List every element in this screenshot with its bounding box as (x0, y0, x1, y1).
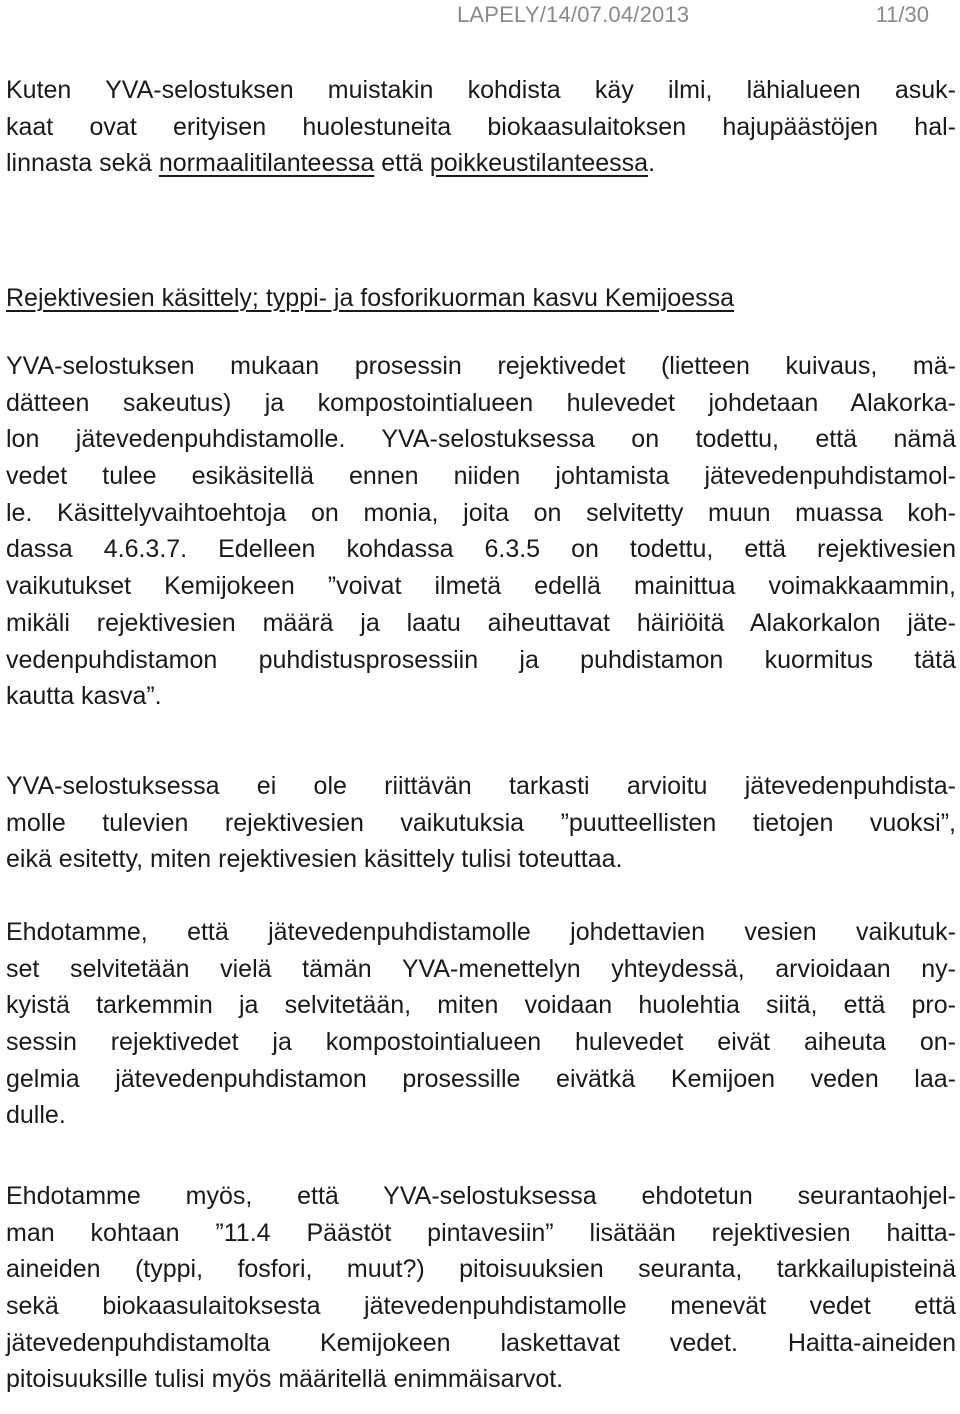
text-line: pitoisuuksille tulisi myös määritellä enimmäisarvot. (6, 1365, 564, 1394)
text-line (6, 145, 956, 182)
underlined-term-normal: normaalitilanteessa (158, 149, 375, 178)
text-line: gelmia jätevedenpuhdistamon prosessille eivätkä Kemijoen veden laa- (6, 1064, 956, 1093)
text-line: sekä biokaasulaitoksesta jätevedenpuhdistamolle menevät vedet että (6, 1292, 956, 1321)
text-line: man kohtaan ”11.4 Päästöt pintavesiin” lisätään rejektivesien haitta- (6, 1218, 956, 1247)
text-segment: linnasta sekä (6, 149, 159, 178)
text-line: kautta kasva”. (6, 682, 162, 711)
text-line: YVA-selostuksen mukaan prosessin rejektivedet (lietteen kuivaus, mä- (6, 352, 956, 380)
text-line: dassa 4.6.3.7. Edelleen kohdassa 6.3.5 on todettu, että rejektivesien (6, 535, 956, 564)
text-line: aineiden (typpi, fosfori, muut?) pitoisuuksien seuranta, tarkkailupisteinä (6, 1255, 956, 1284)
paragraph-rejectwater (6, 348, 956, 715)
section-heading: Rejektivesien käsittely; typpi- ja fosforikuorman kasvu Kemijoessa (6, 284, 735, 312)
paragraph-proposal (6, 914, 956, 1134)
text-line: kaat ovat erityisen huolestuneita biokaasulaitoksen hajupäästöjen hal- (6, 112, 956, 141)
text-line: vedenpuhdistamon puhdistusprosessiin ja puhdistamon kuormitus tätä (6, 645, 956, 674)
text-line: sessin rejektivedet ja kompostointialueen hulevedet eivät aiheuta on- (6, 1028, 956, 1057)
paragraph-monitoring (6, 1178, 956, 1398)
text-line: dätteen sakeutus) ja kompostointialueen hulevedet johdetaan Alakorka- (6, 388, 956, 417)
text-line: kyistä tarkemmin ja selvitetään, miten voidaan huolehtia siitä, että pro- (6, 991, 956, 1020)
text-line: vedet tulee esikäsitellä ennen niiden johtamista jätevedenpuhdistamol- (6, 462, 956, 491)
paragraph-intro (6, 72, 956, 182)
text-segment: . (648, 149, 656, 178)
text-line: lon jätevedenpuhdistamolle. YVA-selostuksessa on todettu, että nämä (6, 425, 956, 454)
text-line: vaikutukset Kemijokeen ”voivat ilmetä edellä mainittua voimakkaammin, (6, 572, 956, 601)
text-line: le. Käsittelyvaihtoehtoja on monia, joita on selvitetty muun muassa koh- (6, 498, 956, 527)
text-line: set selvitetään vielä tämän YVA-menettelyn yhteydessä, arvioidaan ny- (6, 954, 956, 983)
page-number: 11/30 (875, 2, 929, 27)
paragraph-assessment (6, 768, 956, 878)
text-segment: että (374, 149, 430, 178)
text-line: jätevedenpuhdistamolta Kemijokeen laskettavat vedet. Haitta-aineiden (6, 1328, 956, 1357)
text-line: Ehdotamme, että jätevedenpuhdistamolle johdettavien vesien vaikutuk- (6, 918, 956, 946)
document-reference: LAPELY/14/07.04/2013 (457, 2, 690, 27)
page-header (0, 0, 960, 30)
text-line: YVA-selostuksessa ei ole riittävän tarkasti arvioitu jätevedenpuhdista- (6, 772, 956, 800)
text-line: eikä esitetty, miten rejektivesien käsittely tulisi toteuttaa. (6, 845, 623, 874)
text-line: dulle. (6, 1101, 66, 1130)
text-line: mikäli rejektivesien määrä ja laatu aiheuttavat häiriöitä Alakorkalon jäte- (6, 608, 956, 637)
underlined-term-exception: poikkeustilanteessa (429, 149, 649, 178)
text-line: Kuten YVA-selostuksen muistakin kohdista käy ilmi, lähialueen asuk- (6, 76, 956, 104)
text-line: molle tulevien rejektivesien vaikutuksia ”puutteellisten tietojen vuoksi”, (6, 808, 956, 837)
text-line: Ehdotamme myös, että YVA-selostuksessa ehdotetun seurantaohjel- (6, 1182, 956, 1210)
